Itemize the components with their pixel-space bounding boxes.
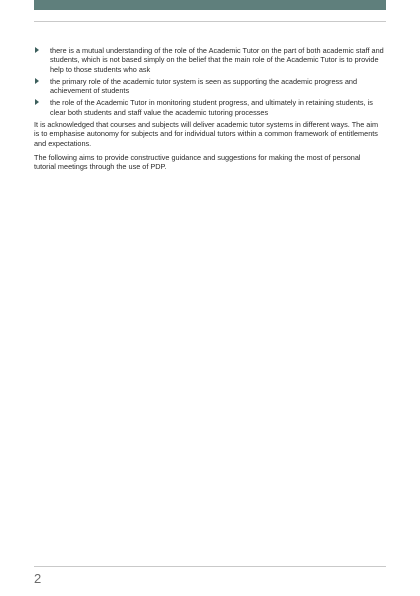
bullet-list xyxy=(34,46,384,117)
triangle-bullet-icon xyxy=(35,99,39,105)
paragraph-framework: It is acknowledged that courses and subjects will deliver academic tutor systems in different ways. The aim is to emphasise autonomy for subjects and for individual tutors within a common framework of entitlements and expectations. xyxy=(34,120,379,148)
page-number: 2 xyxy=(34,571,42,586)
paragraph-guidance: The following aims to provide constructive guidance and suggestions for making the most of personal tutorial meetings through the use of PDP. xyxy=(34,152,361,172)
bullet-text: the role of the Academic Tutor in monitoring student progress, and ultimately in retaining students, is clear both students and staff value the academic tutoring processes xyxy=(50,98,373,117)
footer-divider xyxy=(34,566,386,567)
bullet-text: there is a mutual understanding of the role of the Academic Tutor on the part of both academic staff and students, which is not based simply on the belief that the main role of the Academic Tutor is to provide help to those students who ask xyxy=(50,46,384,74)
header-divider xyxy=(34,21,386,22)
list-item xyxy=(34,98,384,117)
list-item xyxy=(34,77,384,96)
triangle-bullet-icon xyxy=(35,47,39,53)
header-band xyxy=(34,0,386,10)
triangle-bullet-icon xyxy=(35,78,39,84)
page-body xyxy=(34,46,384,177)
bullet-text: the primary role of the academic tutor system is seen as supporting the academic progress and achievement of students xyxy=(50,76,358,96)
list-item xyxy=(34,46,384,74)
